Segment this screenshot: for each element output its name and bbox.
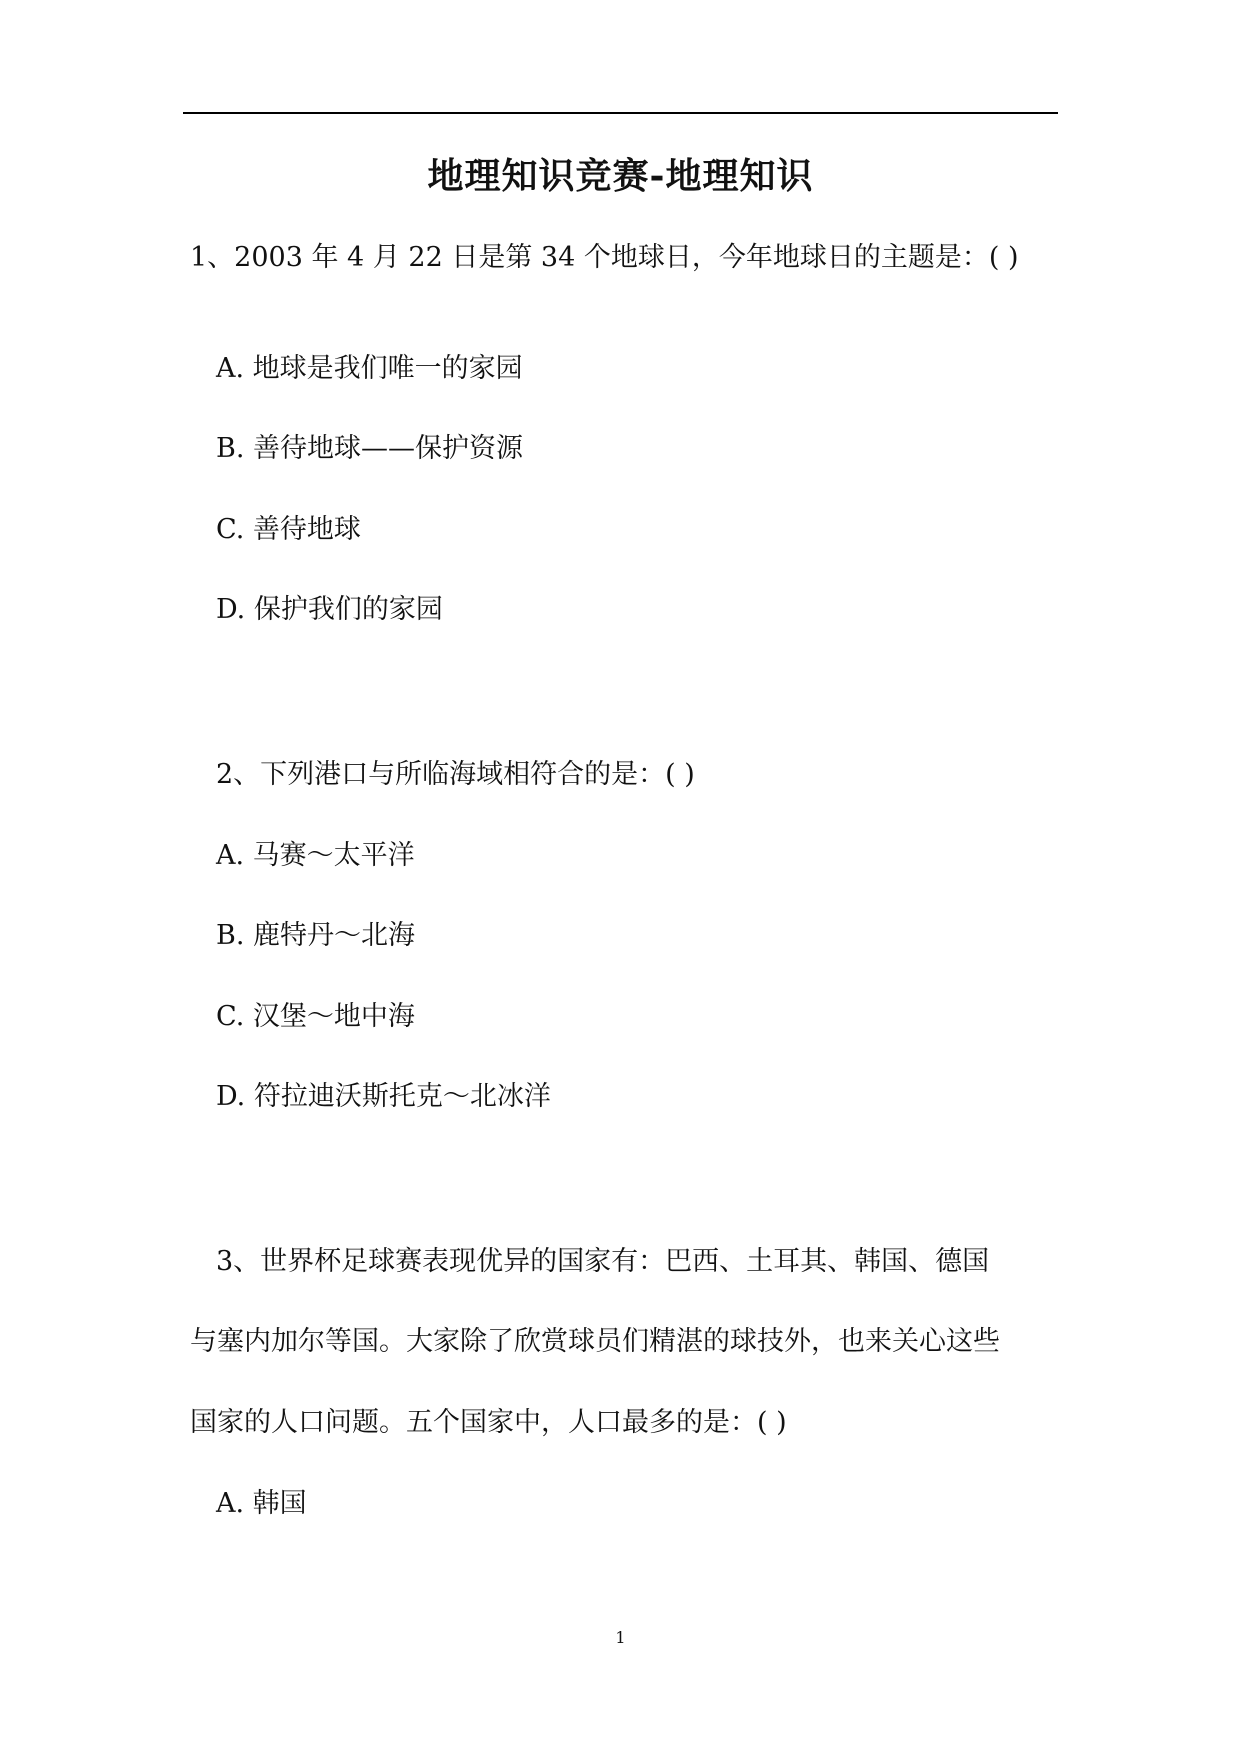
question-2-option-b: B. 鹿特丹～北海 <box>216 920 416 951</box>
document-title: 地理知识竞赛-地理知识 <box>427 155 814 197</box>
question-2-option-d: D. 符拉迪沃斯托克～北冰洋 <box>216 1081 551 1112</box>
header-rule <box>183 112 1058 114</box>
question-2-option-c: C. 汉堡～地中海 <box>216 1001 415 1032</box>
question-2-option-a: A. 马赛～太平洋 <box>216 840 415 871</box>
question-1-stem: 1、2003 年 4 月 22 日是第 34 个地球日，今年地球日的主题是：( ) <box>190 242 1019 273</box>
question-3-option-a: A. 韩国 <box>216 1488 307 1519</box>
question-3-stem-line-2: 与塞内加尔等国。大家除了欣赏球员们精湛的球技外，也来关心这些 <box>190 1326 1000 1357</box>
page-number: 1 <box>615 1628 626 1647</box>
question-3-stem-line-1: 3、世界杯足球赛表现优异的国家有：巴西、土耳其、韩国、德国 <box>216 1246 990 1277</box>
question-1-option-a: A. 地球是我们唯一的家园 <box>216 353 523 384</box>
question-3-stem-line-3: 国家的人口问题。五个国家中，人口最多的是：( ) <box>190 1407 787 1438</box>
question-1-option-b: B. 善待地球——保护资源 <box>216 433 524 464</box>
question-1-option-c: C. 善待地球 <box>216 514 361 545</box>
question-2-stem: 2、下列港口与所临海域相符合的是：( ) <box>216 759 695 790</box>
question-1-option-d: D. 保护我们的家园 <box>216 594 443 625</box>
